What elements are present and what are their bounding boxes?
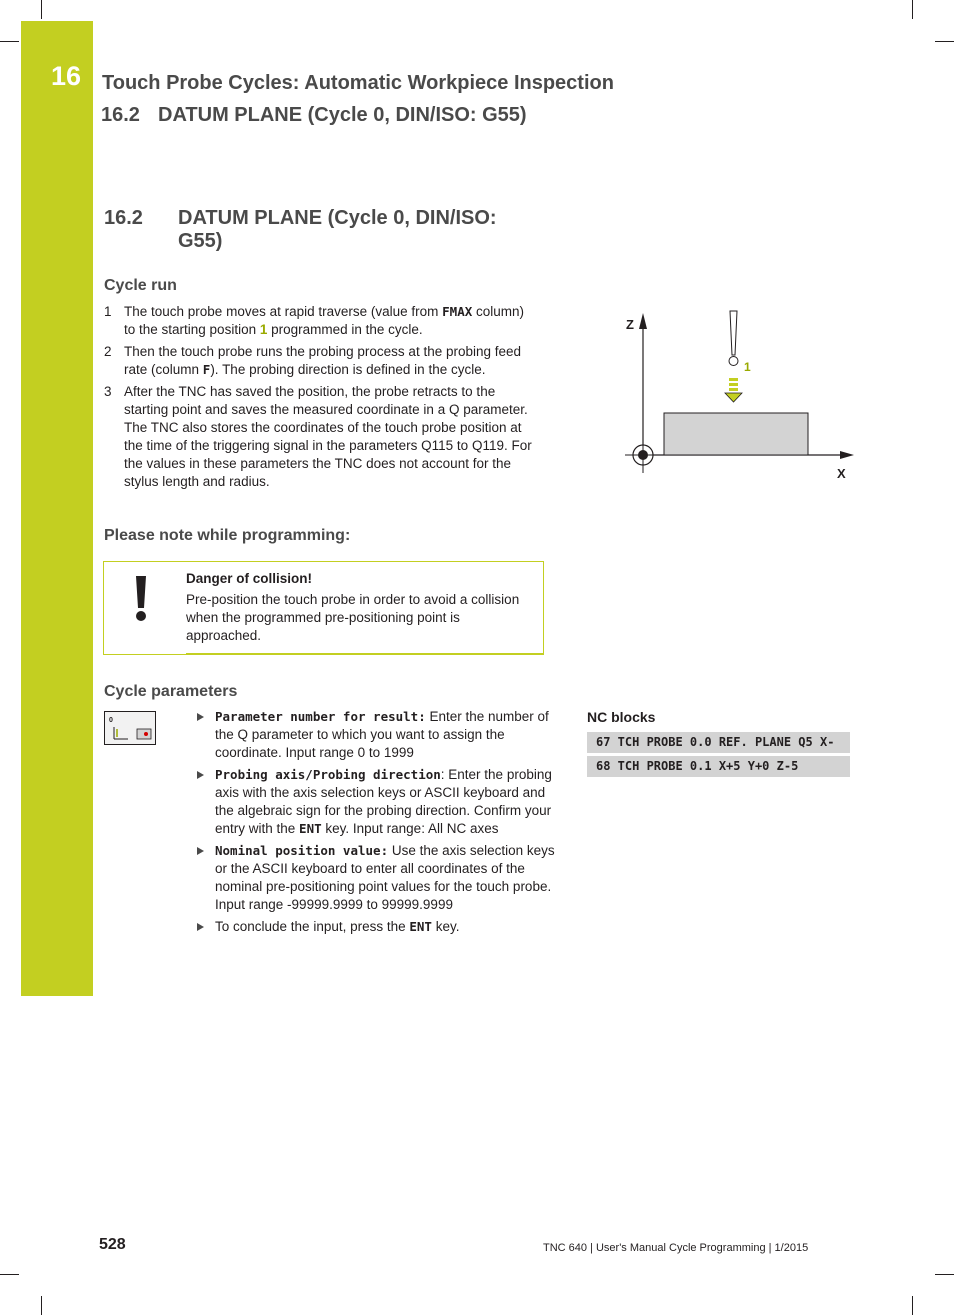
step-text: ). The probing direction is defined in the cycle.	[210, 362, 486, 377]
warning-text: Pre-position the touch probe in order to avoid a collision when the programmed pre-positioning point is approached.	[186, 592, 520, 643]
chapter-number: 16	[51, 61, 82, 91]
parameter-item	[195, 842, 555, 914]
parameter-label: Nominal position value:	[215, 843, 389, 858]
bullet-triangle-icon	[197, 923, 204, 931]
warning-box	[103, 561, 544, 655]
warning-divider	[186, 653, 543, 654]
stylus	[730, 311, 737, 355]
nc-block-line: 68 TCH PROBE 0.1 X+5 Y+0 Z-5	[587, 756, 850, 777]
running-head-section-number: 16.2	[101, 104, 140, 126]
parameter-text: To conclude the input, press the	[215, 919, 410, 934]
code-term: FMAX	[442, 304, 473, 319]
code-term: ENT	[299, 821, 322, 836]
z-axis-label: Z	[626, 317, 634, 332]
code-term: ENT	[409, 919, 432, 934]
parameter-text: key.	[431, 919, 460, 934]
step-number: 1	[104, 304, 112, 319]
warning-title: Danger of collision!	[186, 571, 313, 586]
crop-mark	[935, 1274, 954, 1275]
code-term: F	[202, 362, 211, 377]
running-head-section	[101, 104, 527, 127]
crop-mark	[935, 41, 954, 42]
z-axis-arrow	[639, 313, 647, 329]
step-item	[104, 343, 534, 379]
cycle-run-heading: Cycle run	[104, 277, 177, 294]
bullet-triangle-icon	[197, 713, 204, 721]
step-text: programmed in the cycle.	[267, 322, 423, 337]
exclamation-icon	[134, 576, 148, 622]
step-text: The touch probe moves at rapid traverse (value from	[124, 304, 443, 319]
nc-blocks-heading: NC blocks	[587, 709, 656, 725]
step-item	[104, 383, 534, 491]
parameter-list	[195, 708, 555, 940]
x-axis-label: X	[837, 466, 846, 481]
parameter-label: Parameter number for result:	[215, 709, 426, 724]
step-text: column) to the starting position	[124, 304, 525, 337]
parameter-item	[195, 766, 555, 838]
running-head-title: Touch Probe Cycles: Automatic Workpiece Inspection	[102, 72, 614, 94]
crop-mark	[0, 1274, 19, 1275]
crop-mark	[0, 41, 19, 42]
x-axis-arrow	[840, 451, 854, 459]
parameter-label: Probing axis/Probing direction	[215, 767, 441, 782]
cycle-parameters-heading: Cycle parameters	[104, 683, 238, 700]
probe-diagram	[620, 305, 860, 485]
crop-mark	[41, 1296, 42, 1315]
section-number: 16.2	[104, 207, 143, 229]
section-title: DATUM PLANE (Cycle 0, DIN/ISO: G55)	[178, 207, 497, 252]
parameter-item	[195, 708, 555, 762]
probe-tip	[729, 357, 738, 366]
bullet-triangle-icon	[197, 847, 204, 855]
parameter-text: Enter the number of the Q parameter to which you want to assign the coordinate. Input range 0 to 1999	[215, 709, 549, 760]
parameter-text: Use the axis selection keys or the ASCII keyboard to enter all coordinates of the nominal pre-positioning point values for the touch probe. Input range -99999.9999 to 99999.9999	[215, 843, 555, 912]
cycle-softkey-icon	[104, 711, 156, 745]
crop-mark	[41, 0, 42, 19]
nc-block-line: 67 TCH PROBE 0.0 REF. PLANE Q5 X-	[587, 732, 850, 753]
position-marker: 1	[259, 322, 268, 337]
footer-text: TNC 640 | User's Manual Cycle Programming | 1/2015	[543, 1242, 809, 1254]
parameter-text: : Enter the probing axis with the axis selection keys or ASCII keyboard and the algebraic sign for the probing direction. Confirm your entry with the	[215, 767, 552, 836]
step-text: Then the touch probe runs the probing process at the probing feed rate (column	[124, 344, 522, 377]
step-number: 2	[104, 344, 112, 359]
position-label: 1	[744, 360, 751, 374]
bullet-triangle-icon	[197, 771, 204, 779]
page-number: 528	[99, 1236, 126, 1253]
crop-mark	[912, 0, 913, 19]
note-heading: Please note while programming:	[104, 527, 351, 544]
step-number: 3	[104, 384, 112, 399]
softkey-label: 0	[109, 717, 113, 724]
parameter-item	[195, 918, 555, 936]
running-head-section-title: DATUM PLANE (Cycle 0, DIN/ISO: G55)	[158, 104, 527, 126]
probing-direction-arrow	[725, 378, 742, 402]
step-text: After the TNC has saved the position, the probe retracts to the starting point and saves the measured coordinate in a Q parameter. The TNC also stores the coordinates of the touch probe position at the time of the triggering signal in the parameters Q115 to Q119. For the values in these parameters the TNC does not account for the stylus length and radius.	[124, 384, 532, 489]
chapter-tab	[21, 21, 93, 996]
step-item	[104, 303, 534, 339]
parameter-text: key. Input range: All NC axes	[321, 821, 499, 836]
cycle-run-steps	[104, 303, 534, 495]
workpiece	[664, 413, 808, 455]
crop-mark	[912, 1296, 913, 1315]
